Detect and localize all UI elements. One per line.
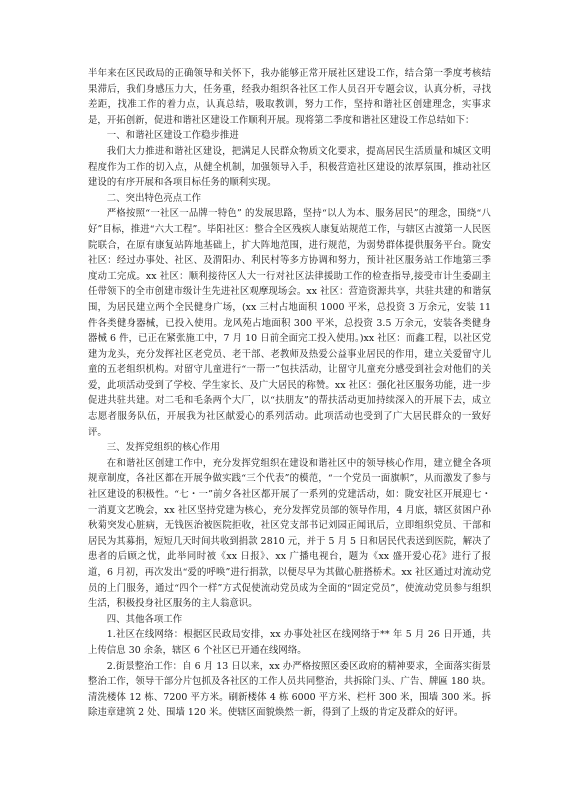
section-4-item-2: 2.街景整治工作：自 6 月 13 日以来，xx 办严格按照区委区政府的精神要求，全面落实街景整治工作，领导干部分片包抓及各社区的工作人员共同整治，共拆除门头、广告、牌匾 180 块。清洗楼体 12 栋、7200 平方米。刷新楼体 4 栋 6000 平方米、栏杆 300 米，围墙 300 米。拆除违章建筑 2 处、围墙 120 米。使辖区面貌焕然一新，得到了上级的肯定及群众的好评。 [88, 660, 491, 719]
section-4-item-1: 1.社区在线网络：根据区民政局安排，xx 办事处社区在线网络于** 年 5 月 26 日开通，共上传信息 30 余条，辖区 6 个社区已开通在线网络。 [88, 629, 491, 656]
section-heading-4: 四、其他各项工作 [106, 613, 183, 625]
section-2-paragraph: 严格按照“一社区一品牌一特色” 的发展思路，坚持“以人为本、服务居民”的理念，围绕“八好”目标，推进“六大工程”。毕阳社区：整合全区残疾人康复站规范工作，与辖区古渡第一人民医院联合，在原有康复站阵地基础上，扩大阵地范围，进行规范，为弱势群体提供服务平台。陇安社区：经过办事处、社区、及渭阳办、利民村等多方协调和努力，预计社区服务站工作地第三季度动工完成。xx 社区：顺利接待区人大一行对社区法律援助工作的检查指导,接受市计生委副主任带领下的全市创建市级计生先进社区观摩现场会。xx 社区：营造资源共享，共驻共建的和谐氛围，为居民建立两个全民健身广场，(xx 三村占地面积 1000 平米，总投资 3 万余元，安装 11 件各类健身器械，已投入使用。龙风苑占地面积 300 平米，总投资 3.5 万余元，安装各类健身器械 6 件，已正在紧张施工中，7 月 10 日前全面完工投入使用。)xx 社区：而鑫工程，以社区党建为龙头，充分发挥社区老党员、老干部、老教师及热爱公益事业居民的作用，建立关爱留守儿童的五老组织机构。对留守儿童进行“一帮一”包扶活动，让留守儿童充分感受到社会对他们的关爱，此项活动受到了学校、学生家长、及广大居民的称赞。xx 社区：强化社区服务功能，进一步促进共驻共建。对二毛和毛条两个大厂，以“扶朋友”的帮扶活动更加持续深入的开展下去，成立志愿者服务队伍，开展我为社区献爱心的系列活动。此项活动也受到了广大居民群众的一致好评。 [88, 208, 491, 438]
section-3-paragraph: 在和谐社区创建工作中，充分发挥党组织在建设和谐社区中的领导核心作用，建立健全各项规章制度，各社区都在开展争做实践“三个代表”的模范，“一个党员一面旗帜”，从而激发了参与社区建设的积极性。“七・一”前夕各社区都开展了一系列的党建活动，如：陇安社区开展迎七・一消夏文艺晚会，xx 社区坚持党建为核心，充分发挥党员部的领导作用，4 月底，辖区贫困户孙秋菊突发心脏病，无钱医治被医院拒收，社区党支部书记刘园正闻讯后，立即组织党员、干部和居民为其募捐，短短几天时间共收到捐款 2810 元，并于 5 月 5 日和居民代表送到医院，解决了患者的后顾之忧，此举同时被《xx 日报》、xx 广播电视台，题为《xx 盛开爱心花》进行了报道，6 月初，再次发出“爱的呼唤”进行捐款，以便尽早为其做心脏搭桥术。xx 社区通过对流动党员的上门服务，通过“四个一样”方式促使流动党员成为全面的“固定党员”，使流动党员参与组织生活，积极投身社区服务的主人翁意识。 [88, 457, 491, 610]
intro-paragraph: 半年来在区民政局的正确领导和关怀下，我办能够正常开展社区建设工作，结合第一季度考核结果滞后，我们身感压力大，任务重，经我办组织各社区工作人员召开专题会议，认真分析，寻找差距，找准工作的着力点，认真总结，吸取教训，努力工作，坚持和谐社区创建理念，实事求是，开拓创新，促进和谐社区建设工作顺利开展。现将第二季度和谐社区建设工作总结如下： [88, 68, 491, 126]
section-heading-3: 三、发挥党组织的核心作用 [106, 442, 220, 454]
section-1-paragraph: 我们大力推进和谐社区建设，把满足人民群众物质文化要求，提高居民生活质量和城区文明程度作为工作的切入点，从健全机制，加强领导入手，积极营造社区建设的浓厚氛围，推动社区建设的有序开展和各项目标任务的顺利实现。 [88, 145, 491, 189]
section-heading-1: 一、和谐社区建设工作稳步推进 [106, 130, 239, 142]
section-heading-2: 二、突出特色亮点工作 [106, 192, 202, 204]
document-body [88, 66, 491, 721]
